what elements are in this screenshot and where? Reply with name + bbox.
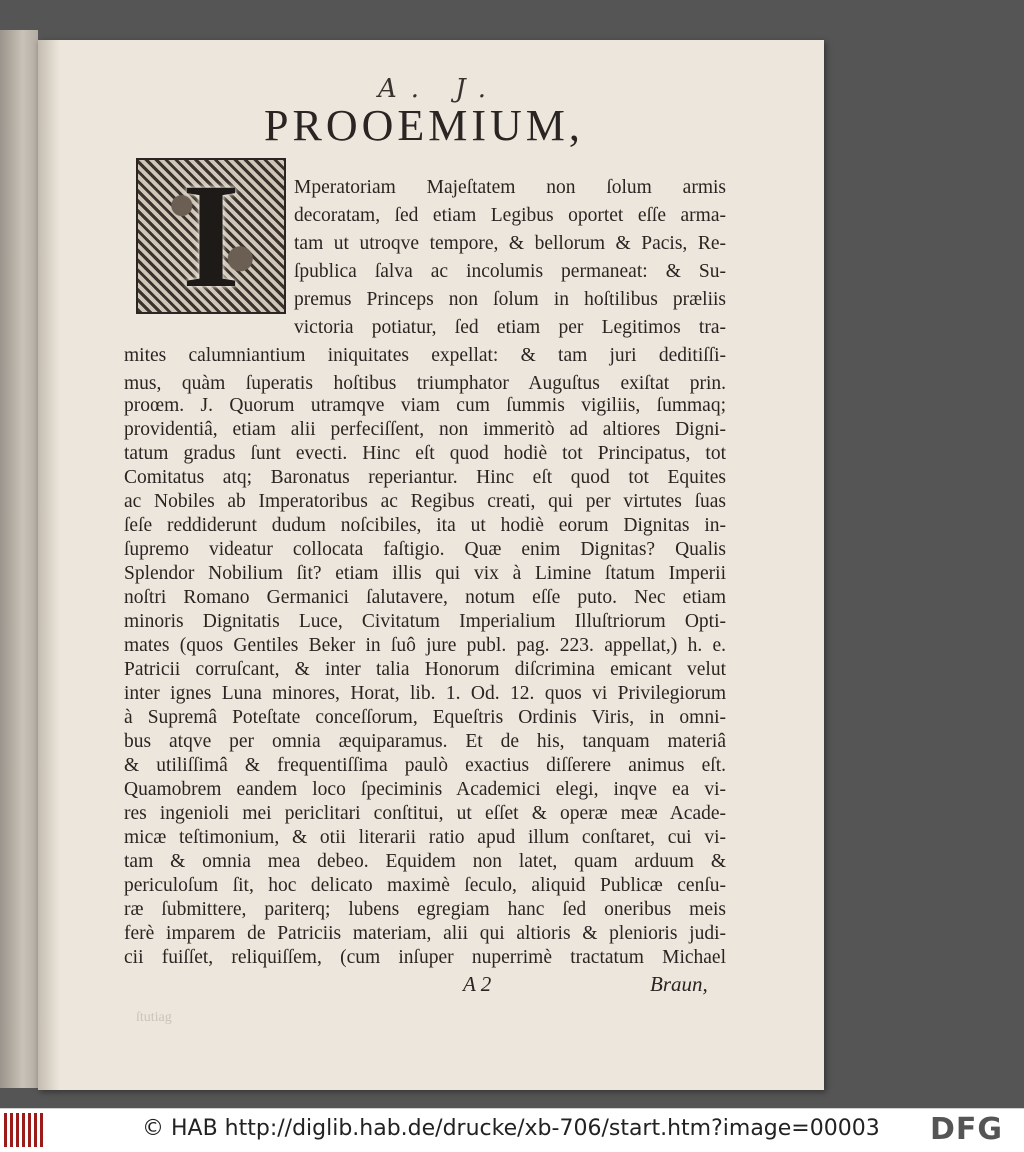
text-line: mates (quos Gentiles Beker in ſuô jure publ. pag. 223. appellat,) h. e.: [124, 635, 726, 656]
text-line: Comitatus atq; Baronatus reperiantur. Hinc eſt quod tot Equites: [124, 467, 726, 488]
text-line: providentiâ, etiam alii perfeciſſent, non immeritò ad altiores Digni-: [124, 419, 726, 440]
text-line: res ingenioli mei periclitari conſtitui, ut eſſet & operæ meæ Acade-: [124, 803, 726, 824]
bleed-through-text: ſtutiag: [136, 1010, 172, 1025]
text-line: ræ ſubmittere, pariterq; lubens egregiam hanc ſed oneribus meis: [124, 899, 726, 920]
signature-mark: A 2: [463, 972, 492, 996]
page-title: PROOEMIUM,: [264, 101, 584, 150]
text-line: bus atqve per omnia æquiparamus. Et de his, tanquam materiâ: [124, 731, 726, 752]
text-line: & utiliſſimâ & frequentiſſima paulò exactius diſſerere animus eſt.: [124, 755, 726, 776]
text-line: Splendor Nobilium ſit? etiam illis qui vix à Limine ſtatum Imperii: [124, 563, 726, 584]
text-line: à Supremâ Poteſtate conceſſorum, Equeſtris Ordinis Viris, in omni-: [124, 707, 726, 728]
text-line: micæ teſtimonium, & otii literarii ratio apud illum conſtaret, cui vi-: [124, 827, 726, 848]
text-line: noſtri Romano Germanici ſalutavere, notum eſſe puto. Nec etiam: [124, 587, 726, 608]
book-page: [38, 40, 824, 1090]
copyright-text: © HAB http://diglib.hab.de/drucke/xb-706/start.htm?image=00003: [142, 1116, 880, 1141]
text-line: premus Princeps non ſolum in hoſtilibus præliis: [294, 289, 726, 310]
text-line: ac Nobiles ab Imperatoribus ac Regibus creati, qui per virtutes ſuas: [124, 491, 726, 512]
dfg-logo: DFG: [930, 1112, 1004, 1147]
text-line: Mperatoriam Majeſtatem non ſolum armis: [294, 177, 726, 198]
catchword: Braun,: [650, 972, 708, 996]
previous-page-edge: [0, 30, 38, 1088]
text-line: proœm. J. Quorum utramqve viam cum ſummis vigiliis, ſummaq;: [124, 395, 726, 416]
footer-bar: [0, 1108, 1024, 1152]
text-line: cii fuiſſet, reliquiſſem, (cum inſuper nuperrimè tractatum Michael: [124, 947, 726, 968]
text-line: tam & omnia mea debeo. Equidem non latet, quam arduum &: [124, 851, 726, 872]
initial-letter: I: [181, 153, 241, 319]
text-line: ſpublica ſalva ac incolumis permaneat: & Su-: [294, 261, 726, 282]
text-line: inter ignes Luna minores, Horat, lib. 1. Od. 12. quos vi Privilegiorum: [124, 683, 726, 704]
text-line: Patricii corruſcant, & inter talia Honorum diſcrimina emicant velut: [124, 659, 726, 680]
text-line: periculoſum ſit, hoc delicato maximè ſeculo, aliquid Publicæ cenſu-: [124, 875, 726, 896]
manuscript-note: A. J.: [378, 74, 500, 104]
text-line: minoris Dignitatis Luce, Civitatum Imperialium Illuſtriorum Opti-: [124, 611, 726, 632]
text-line: tam ut utroqve tempore, & bellorum & Pacis, Re-: [294, 233, 726, 254]
text-line: mus, quàm ſuperatis hoſtibus triumphator Auguſtus exiſtat prin.: [124, 373, 726, 394]
text-line: decoratam, ſed etiam Legibus oportet eſſe arma-: [294, 205, 726, 226]
text-line: tatum gradus ſunt evecti. Hinc eſt quod hodiè tot Principatus, tot: [124, 443, 726, 464]
body-text: [38, 40, 824, 1090]
hab-logo-icon: [4, 1113, 46, 1147]
text-line: ferè imparem de Patriciis materiam, alii qui altioris & plenioris judi-: [124, 923, 726, 944]
text-line: victoria potiatur, ſed etiam per Legitimos tra-: [294, 317, 726, 338]
text-line: ſupremo videatur collocata faſtigio. Quæ enim Dignitas? Qualis: [124, 539, 726, 560]
text-line: ſeſe reddiderunt dudum noſcibiles, ita ut hodiè eorum Dignitas in-: [124, 515, 726, 536]
text-line: mites calumniantium iniquitates expellat: & tam juri deditiſſi-: [124, 345, 726, 366]
text-line: Quamobrem eandem loco ſpeciminis Academici elegi, inqve ea vi-: [124, 779, 726, 800]
